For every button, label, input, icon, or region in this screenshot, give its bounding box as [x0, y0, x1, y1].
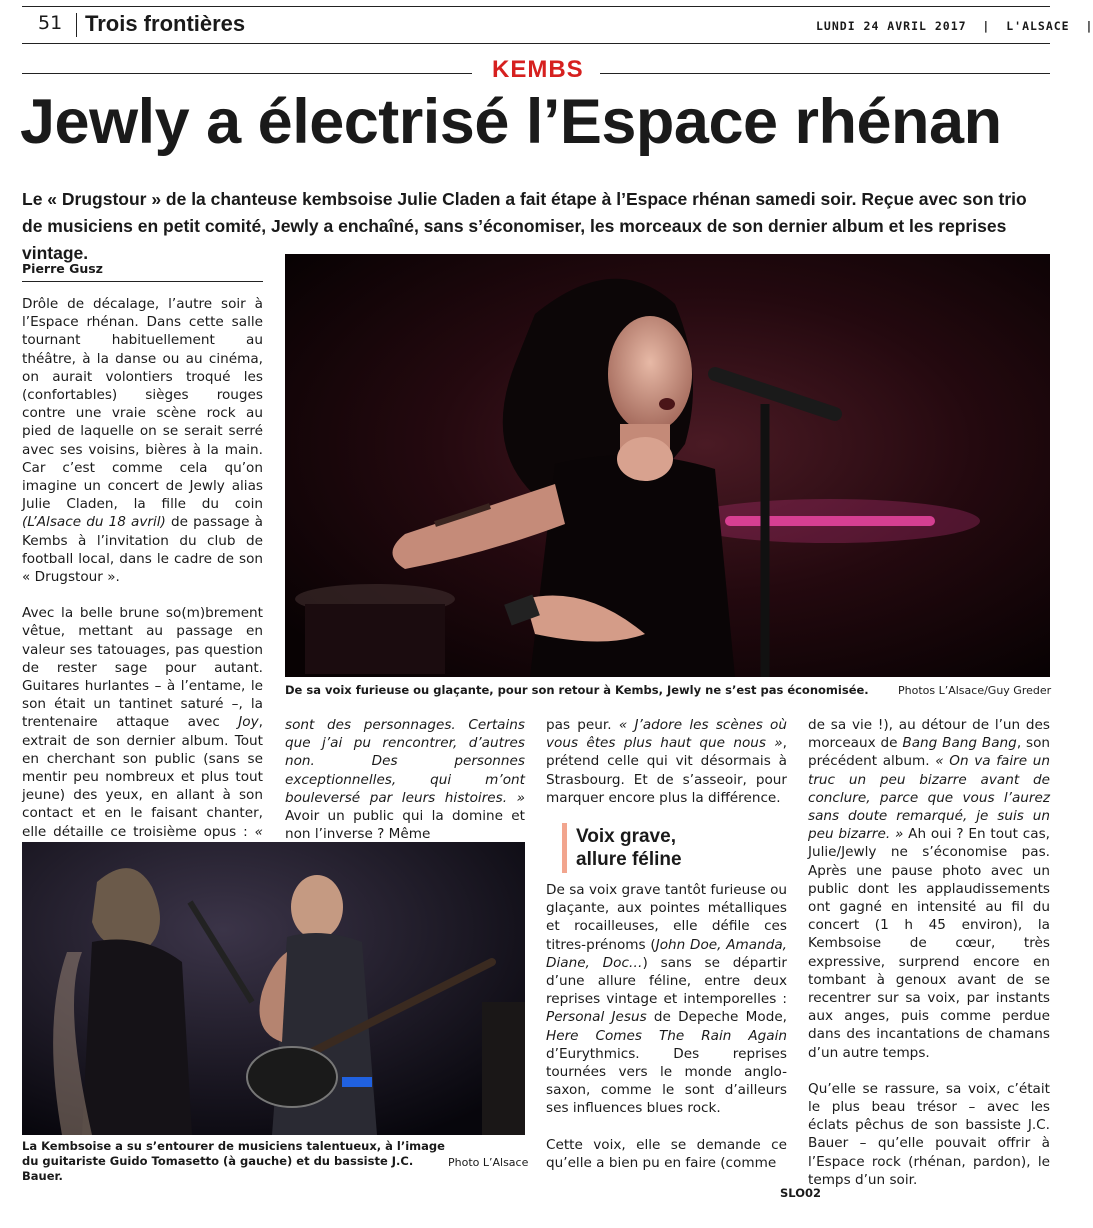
- main-photo-credit: Photos L’Alsace/Guy Greder: [898, 684, 1052, 697]
- kicker: KEMBS: [492, 56, 584, 83]
- header-top-rule: [22, 6, 1050, 7]
- author-byline: Pierre Gusz: [22, 261, 103, 276]
- header-dateline: LUNDI 24 AVRIL 2017 | L'ALSACE |: [816, 19, 1093, 33]
- paragraph-2: Avec la belle brune so(m)brement vêtue, mettant au passage en valeur ses tatouages, pas question de rester sage pour autant. Guitares hurlantes – à l’entame, le son était un tantinet saturé –, la trentenaire attaque avec Joy, extrait de son dernier album. Tout en cherchant son public (sans se mentir peu nombreux et plus tout jeune) des yeux, en allant à son contact et en le faisant chanter, elle détaille ce troisième opus : «: [22, 605, 263, 840]
- quote: « J’adore les scènes où vous êtes plus haut que nous »: [546, 717, 787, 752]
- article-column-2: sont des personnages. Certains que j’ai pu rencontrer, d’autres non. Des personnes exceptionnelles, qui m’ont bouleversé par leurs histoires. » Avoir un public qui la domine et non l’inverse ? Même: [285, 717, 525, 843]
- article-column-3-continued: De sa voix grave tantôt furieuse ou glaçante, aux pointes métalliques et rocailleuses, elle défile ces titres-prénoms (John Doe, Amanda, Diane, Doc…) sans se départir d’une allure féline, entre deux reprises vintage et intemporelles : Personal Jesus de Depeche Mode, Here Comes The Rain Again d’Eurythmics. Des reprises tournées vers le monde anglo-saxon, comme le sont d’ailleurs ses influences blues rock. Cette voix, elle se demande ce qu’elle a bien pu en faire (comme: [546, 882, 788, 1171]
- intertitle-bar: [562, 823, 567, 873]
- page-number: 51: [38, 12, 63, 34]
- band-photo-illustration: [22, 842, 525, 1135]
- quote: sont des personnages. Certains que j’ai pu rencontrer, d’autres non. Des personnes exceptionnelles, qui m’ont bouleversé par leurs histoires. »: [285, 717, 525, 806]
- article-column-1: [22, 295, 263, 877]
- band-photo: [22, 842, 525, 1135]
- reference-inline: (L’Alsace du 18 avril): [22, 514, 166, 531]
- band-photo-credit: Photo L’Alsace: [448, 1156, 529, 1169]
- intertitle: Voix grave, allure féline: [576, 826, 682, 870]
- song-title: Joy: [238, 714, 259, 731]
- header-date: LUNDI 24 AVRIL 2017: [816, 19, 967, 33]
- kicker-rule-right: [600, 73, 1050, 74]
- headline: Jewly a électrisé l’Espace rhénan: [20, 87, 1002, 157]
- singer-photo-illustration: [285, 254, 1050, 677]
- article-column-4: de sa vie !), au détour de l’un des morceaux de Bang Bang Bang, son précédent album. « On va faire un truc un peu bizarre avant de conclure, parce que vous l’aurez sans doute remarqué, je suis un peu bizarre. » Ah oui ? En tout cas, Julie/Jewly ne s’économise pas. Après une pause photo avec un public dont les applaudissements ont gagné en intensité au fil du concert (1 h 45 environ), la Kembsoise de cœur, très expressive, surprend encore en tombant à genoux avant de se recentrer sur sa voix, par instants aux anges, puis comme perdue dans des incantations de chamans d’un autre temps. Qu’elle se rassure, sa voix, c’était le plus beau trésor – avec les éclats pêchus de son bassiste J.C. Bauer – qu’elle pouvait offrir à l’Espace rock (rhénan, pardon), le temps d’un soir.: [808, 717, 1051, 1188]
- paragraph-1: Drôle de décalage, l’autre soir à l’Espace rhénan. Dans cette salle tournant habituellement au théâtre, à la danse ou au cinéma, on aurait volontiers troqué les (confortables) sièges rouges contre une vraie scène rock au pied de laquelle on se serait serré avec ses voisins, bières à la main. Car c’est comme cela qu’on imagine un concert de Jewly alias Julie Claden, la fille du coin (L’Alsace du 18 avril) de passage à Kembs à l’invitation du club de football local, dans le cadre de son « Drugstour ».: [22, 296, 264, 586]
- quote: « On va faire un truc un peu bizarre avant de conclure, parce que vous l’aurez sans doute remarqué, je suis un peu bizarre. »: [808, 753, 1050, 843]
- kicker-rule-left: [22, 73, 472, 74]
- standfirst: Le « Drugstour » de la chanteuse kembsoise Julie Claden a fait étape à l’Espace rhénan samedi soir. Reçue avec son trio de musiciens en petit comité, Jewly a enchaîné, sans s’économiser, les morceaux de son dernier album et les reprises vintage.: [22, 189, 1027, 263]
- page-code: SLO02: [780, 1186, 821, 1200]
- newspaper-name: L'ALSACE: [1006, 19, 1070, 33]
- band-photo-caption: La Kembsoise a su s’entourer de musiciens talentueux, à l’image du guitariste Guido Tomasetto (à gauche) et du bassiste J.C. Bauer.: [22, 1139, 445, 1183]
- header-bottom-rule: [22, 43, 1050, 44]
- article-column-3: pas peur. « J’adore les scènes où vous êtes plus haut que nous », prétend celle qui vit désormais à Strasbourg. Et de s’asseoir, pour marquer encore plus la différence.: [546, 717, 787, 806]
- main-concert-photo: [285, 254, 1050, 677]
- author-rule: [22, 281, 263, 282]
- header-separator: [76, 13, 77, 37]
- section-title: Trois frontières: [85, 11, 246, 36]
- main-photo-caption: De sa voix furieuse ou glaçante, pour son retour à Kembs, Jewly ne s’est pas économisée.: [285, 683, 869, 697]
